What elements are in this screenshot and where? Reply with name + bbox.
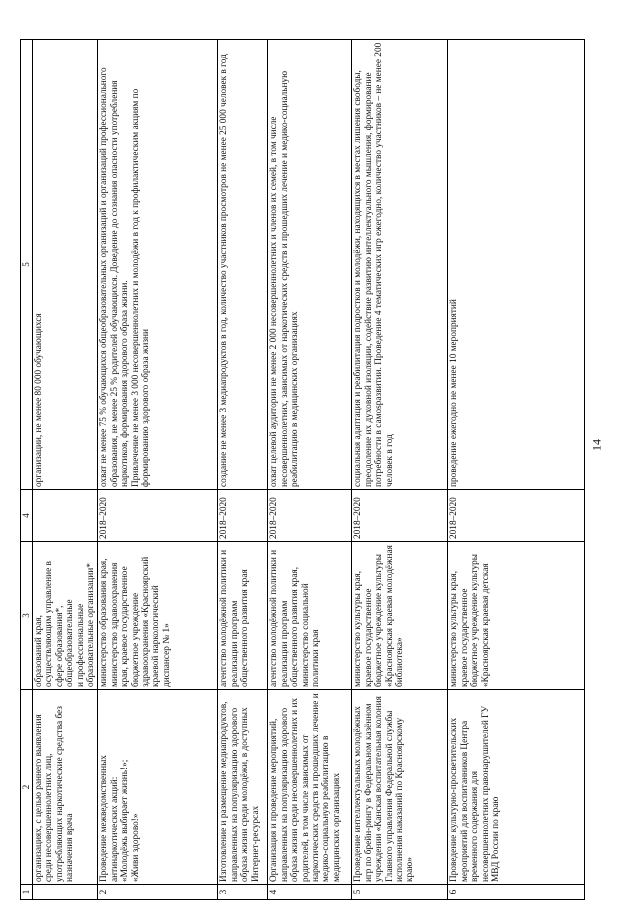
activity-cell: Проведение интеллектуальных молодёжных игр по брейн-рингу в Федеральном казённом учреждении «Канская воспитательная колония Главного управления Федеральной службы исполнения наказаний по Красноярскому краю» bbox=[352, 690, 448, 885]
page-number: 14 bbox=[589, 439, 604, 451]
executor-cell: агентство молодёжной политики и реализации программ общественного развития края, министерство социальной политики края bbox=[268, 542, 352, 690]
header-col-5: 5 bbox=[21, 40, 33, 490]
period-cell bbox=[33, 490, 98, 542]
period-cell: 2018–2020 bbox=[352, 490, 448, 542]
table-row bbox=[33, 40, 98, 900]
result-cell: охват целевой аудитории не менее 2 000 несовершеннолетних и членов их семей, в том числе несовершеннолетних, зависимых от наркотических средств и прошедших лечение и медико-социальную реабилитацию в медицинских организациях bbox=[268, 40, 352, 490]
executor-cell: образований края, осуществляющим управление в сфере образования*, общеобразовательные и профессиональные образовательные организации* bbox=[33, 542, 98, 690]
header-col-4: 4 bbox=[21, 490, 33, 542]
row-number bbox=[33, 885, 98, 900]
executor-cell: министерство образования края, министерство здравоохранения края, краевое государственное бюджетное учреждение здравоохранения «Красноярский краевой наркологический диспансер № 1» bbox=[98, 542, 218, 690]
measures-table bbox=[20, 39, 585, 900]
period-cell: 2018–2020 bbox=[218, 490, 268, 542]
header-col-3: 3 bbox=[21, 542, 33, 690]
row-number: 5 bbox=[352, 885, 448, 900]
row-number: 6 bbox=[448, 885, 585, 900]
rotated-table-container bbox=[20, 40, 585, 900]
period-cell: 2018–2020 bbox=[98, 490, 218, 542]
result-cell: проведение ежегодно не менее 10 мероприятий bbox=[448, 40, 585, 490]
header-col-1: 1 bbox=[21, 885, 33, 900]
result-cell: создание не менее 3 медиапродуктов в год, количество участников просмотров не менее 25 000 человек в год bbox=[218, 40, 268, 490]
table-row bbox=[218, 40, 268, 900]
row-number: 4 bbox=[268, 885, 352, 900]
activity-cell: Изготовление и размещение медиапродуктов, направленных на популяризацию здорового образа жизни среди молодёжи, в доступных Интернет-ресурсах bbox=[218, 690, 268, 885]
table-row bbox=[268, 40, 352, 900]
executor-cell: агентство молодёжной политики и реализации программ общественного развития края bbox=[218, 542, 268, 690]
executor-cell: министерство культуры края, краевое государственное бюджетное учреждение культуры «Красноярская краевая детская bbox=[448, 542, 585, 690]
activity-cell: Проведение межведомственных антинаркотических акций: «Молодёжь выбирает жизнь!»; «Живи здорово!» bbox=[98, 690, 218, 885]
result-cell: охват не менее 75 % обучающихся общеобразовательных организаций и организаций профессионального образования, не менее 25 % родителей обучающихся. Доведение до сознания опасности употребления наркотиков, формирования здорового образа жизни. Привлечение не менее 3 000 несовершеннолетних и молодёжи в год к профилактическим акциям по формированию здорового образа жизни bbox=[98, 40, 218, 490]
row-number: 3 bbox=[218, 885, 268, 900]
table-row bbox=[98, 40, 218, 900]
executor-cell: министерство культуры края, краевое государственное бюджетное учреждение культуры «Красноярская краевая молодёжная библиотека» bbox=[352, 542, 448, 690]
activity-cell: Проведение культурно-просветительских мероприятий для воспитанников Центра временного содержания для несовершеннолетних правонарушителей ГУ МВД России по краю bbox=[448, 690, 585, 885]
result-cell: социальная адаптация и реабилитация подростков и молодёжи, находящихся в местах лишения свободы, преодоление их духовной изоляции, содействие развитию интеллектуального мышления, формирование потребности в самоsразвитии. Проведение 4 тематических игр ежегодно, количество участников – не менее 200 человек в год bbox=[352, 40, 448, 490]
row-number: 2 bbox=[98, 885, 218, 900]
activity-cell: организациях, с целью раннего выявления среди несовершеннолетних лиц, употребляющих наркотические средства без назначения врача bbox=[33, 690, 98, 885]
header-col-2: 2 bbox=[21, 690, 33, 885]
table-row bbox=[352, 40, 448, 900]
activity-cell: Организация и проведение мероприятий, направленных на популяризацию здорового образа жизни среди несовершеннолетних и их родителей, в том числе зависимых от наркотических средств и прошедших лечение и медико-социальную реабилитацию в медицинских организациях bbox=[268, 690, 352, 885]
period-cell: 2018–2020 bbox=[268, 490, 352, 542]
result-cell: организации, не менее 80 000 обучающихся bbox=[33, 40, 98, 490]
period-cell: 2018–2020 bbox=[448, 490, 585, 542]
table-header-row bbox=[21, 40, 33, 900]
table-row bbox=[448, 40, 585, 900]
